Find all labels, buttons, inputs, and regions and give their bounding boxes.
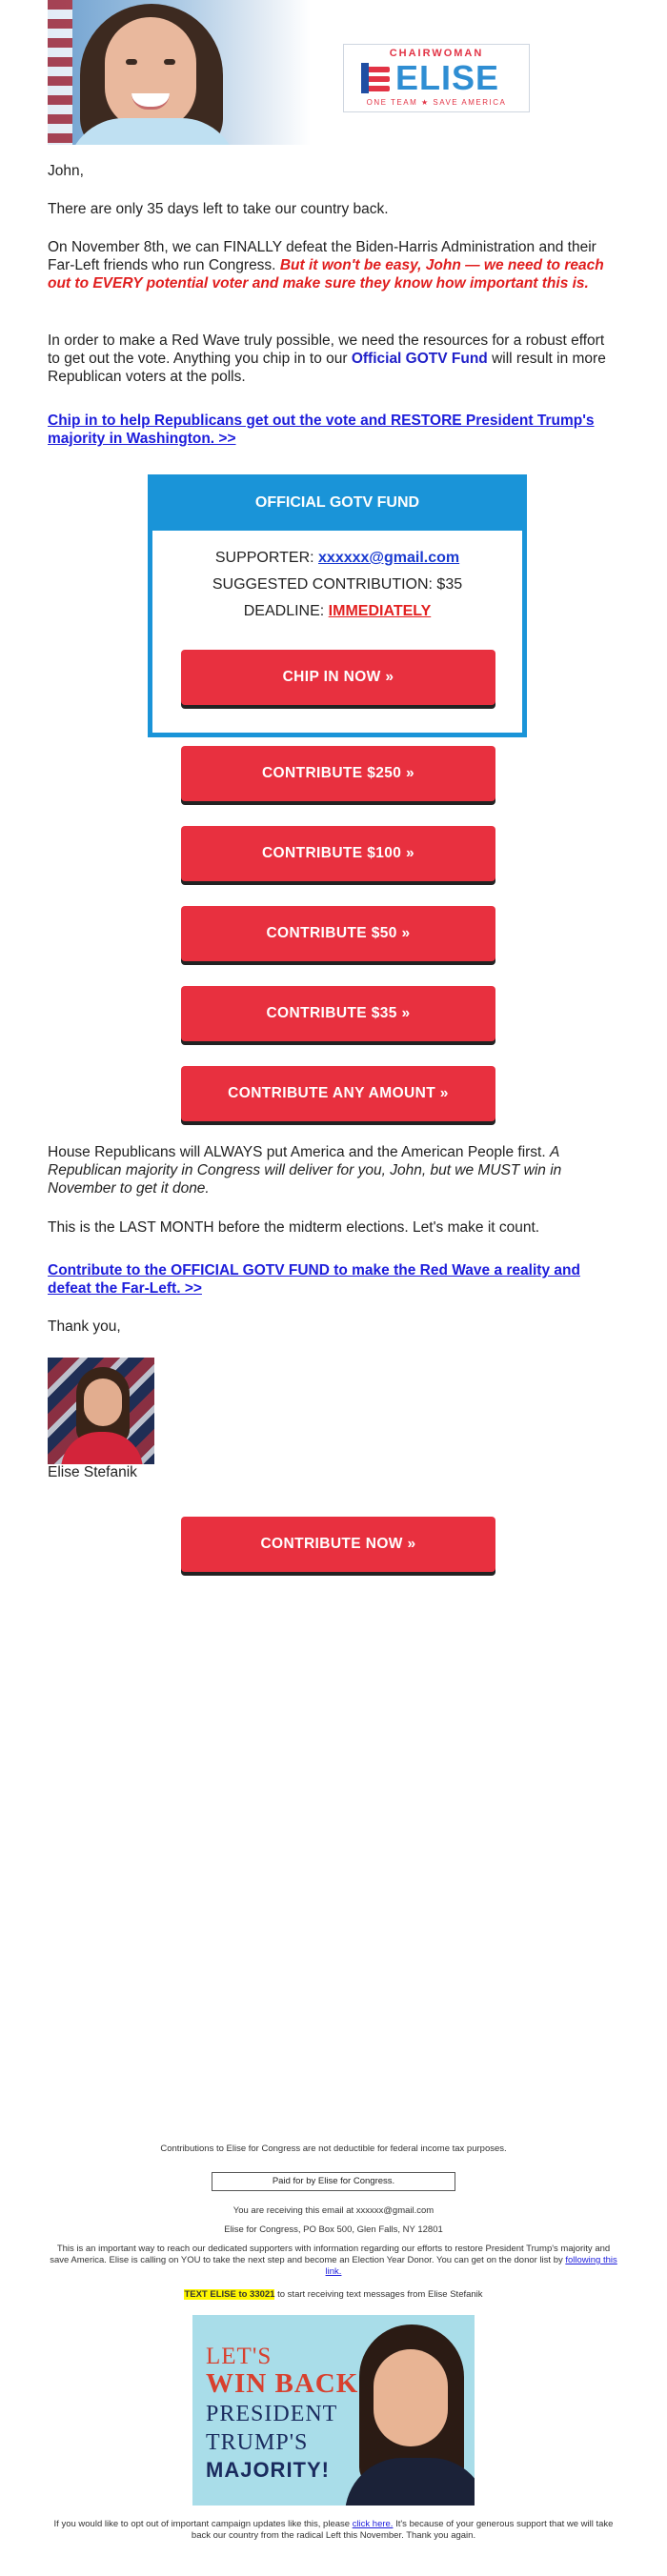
promo-line-1: LET'S	[206, 2344, 273, 2369]
suggested-contribution: SUGGESTED CONTRIBUTION: $35	[212, 576, 463, 593]
chip-in-link[interactable]: Chip in to help Republicans get out the vote and RESTORE President Trump's majority in Washington. >>	[48, 413, 595, 447]
greeting: John,	[48, 163, 84, 179]
promo-line-3: PRESIDENT	[206, 2402, 338, 2426]
gotv-title: OFFICIAL GOTV FUND	[152, 479, 522, 531]
logo-name: ELISE	[395, 58, 500, 97]
contribute-100-button[interactable]: CONTRIBUTE $100 »	[181, 826, 495, 881]
email-body	[48, 0, 619, 447]
opt-out-notice: If you would like to opt out of important campaign updates like this, please click here. It's because of your generous support that we will take back our country from the radical Left this November. Thank you again.	[53, 2519, 614, 2541]
paid-for-box: Paid for by Elise for Congress.	[212, 2172, 455, 2191]
text-signup: TEXT ELISE to 33021 to start receiving text messages from Elise Stefanik	[184, 2289, 483, 2300]
text-elise-highlight: TEXT ELISE to 33021	[184, 2289, 275, 2300]
supporter-email-link[interactable]: xxxxxx@gmail.com	[318, 550, 460, 566]
contribute-now-button[interactable]: CONTRIBUTE NOW »	[181, 1517, 495, 1572]
chip-in-now-button[interactable]: CHIP IN NOW »	[181, 650, 495, 705]
paragraph-days-left: There are only 35 days left to take our country back.	[48, 201, 389, 217]
tax-disclaimer: Contributions to Elise for Congress are not deductible for federal income tax purposes.	[160, 2143, 507, 2154]
flag-mark-icon	[361, 63, 390, 93]
deadline-line: DEADLINE: IMMEDIATELY	[243, 603, 432, 619]
contribute-35-button[interactable]: CONTRIBUTE $35 »	[181, 986, 495, 1041]
deadline-value: IMMEDIATELY	[328, 603, 432, 619]
thank-you: Thank you,	[48, 1318, 121, 1335]
opt-out-link[interactable]: click here.	[352, 2519, 394, 2529]
email-header	[48, 0, 619, 145]
paragraph-house-republicans: House Republicans will ALWAYS put America and the American People first. A Republican majority in Congress will deliver for you, John, but we MUST win in November to get it done.	[48, 1144, 562, 1197]
promo-line-4: TRUMP'S	[206, 2430, 309, 2455]
signature-photo	[48, 1358, 154, 1464]
paragraph-link-1	[48, 412, 619, 448]
header-portrait-photo	[48, 0, 311, 145]
emphasis-text: But it won't be easy, John — we need to reach out to EVERY potential voter and make sure they know how important this is.	[48, 257, 604, 292]
contribute-50-button[interactable]: CONTRIBUTE $50 »	[181, 906, 495, 961]
campaign-logo	[343, 44, 530, 112]
paragraph-link-2	[48, 1261, 619, 1298]
promo-line-2: WIN BACK	[206, 2368, 359, 2399]
mailing-address: Elise for Congress, PO Box 500, Glen Falls, NY 12801	[224, 2224, 443, 2235]
contribute-any-amount-button[interactable]: CONTRIBUTE ANY AMOUNT »	[181, 1066, 495, 1121]
promo-banner-image[interactable]	[192, 2315, 475, 2506]
italic-text: A Republican majority in Congress will deliver for you, John, but we MUST win in November to get it done.	[48, 1144, 562, 1197]
paragraph-last-month: This is the LAST MONTH before the midterm elections. Let's make it count.	[48, 1219, 540, 1236]
logo-top-text: CHAIRWOMAN	[389, 48, 484, 59]
paragraph-red-wave: In order to make a Red Wave truly possible, we need the resources for a robust effort to get out the vote. Anything you chip in to our Official GOTV Fund will result in more Republican voters at the polls.	[48, 332, 606, 385]
gotv-fund-link[interactable]: Official GOTV Fund	[351, 351, 488, 367]
receiving-notice: You are receiving this email at xxxxxx@gmail.com	[232, 2205, 435, 2216]
promo-line-5: MAJORITY!	[206, 2458, 330, 2482]
following-link[interactable]: following this link.	[325, 2255, 617, 2277]
logo-tagline: ONE TEAM ★ SAVE AMERICA	[366, 98, 507, 107]
contribute-gotv-link[interactable]: Contribute to the OFFICIAL GOTV FUND to make the Red Wave a reality and defeat the Far-Left. >>	[48, 1262, 580, 1297]
signature-name: Elise Stefanik	[48, 1464, 137, 1480]
contribute-250-button[interactable]: CONTRIBUTE $250 »	[181, 746, 495, 801]
supporter-line: SUPPORTER: xxxxxx@gmail.com	[214, 550, 460, 566]
donor-list-notice: This is an important way to reach our dedicated supporters with information regarding our efforts to restore President Trump's majority and save America. Elise is calling on YOU to take the next step and become an Election Year Donor. You can get on the donor list by following this link.	[50, 2244, 617, 2277]
paragraph-november: On November 8th, we can FINALLY defeat the Biden-Harris Administration and their Far-Left friends who run Congress. But it won't be easy, John — we need to reach out to EVERY potential voter and make sure they know how important this is.	[48, 239, 604, 292]
